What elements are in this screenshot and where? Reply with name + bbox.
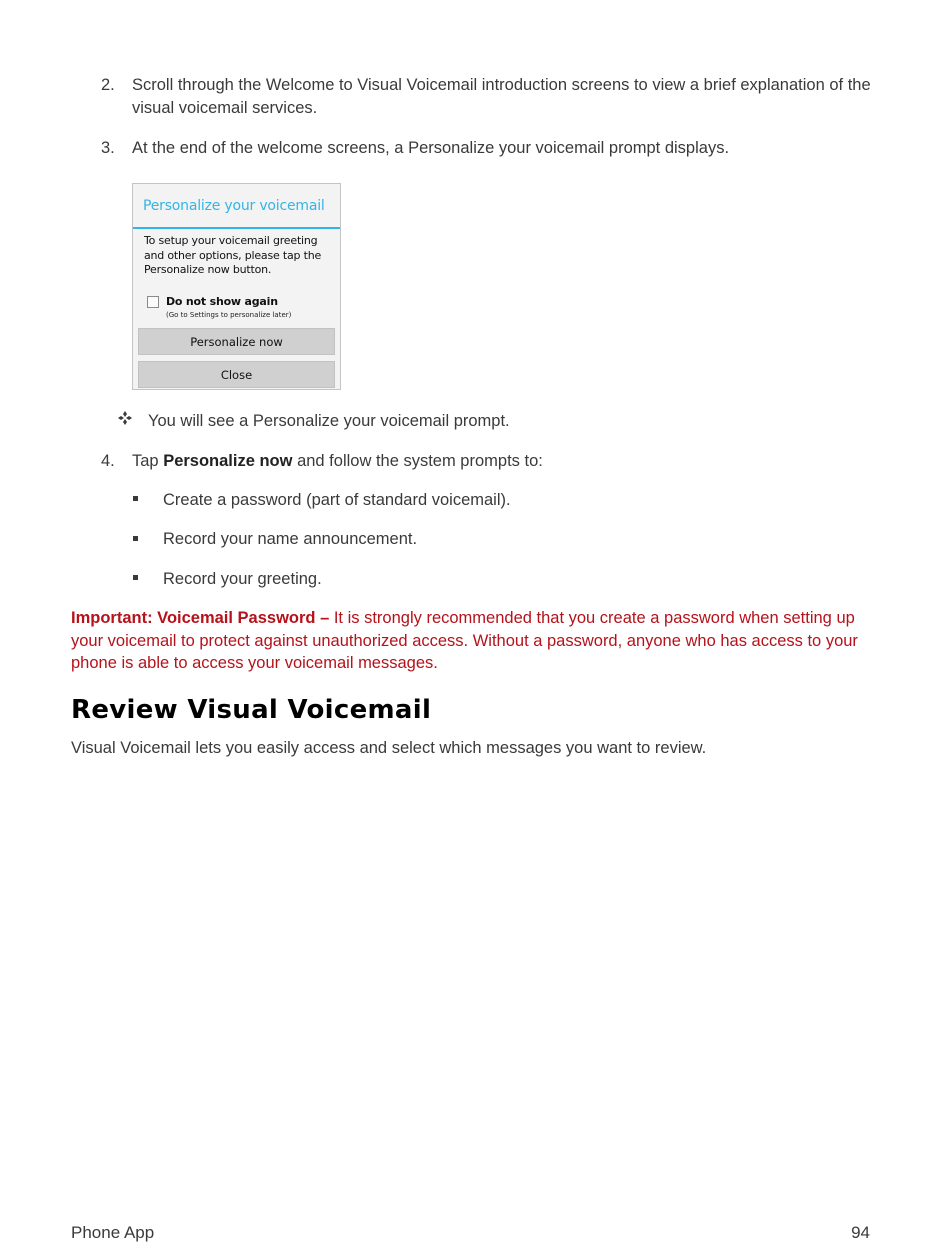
diamond-bullet-icon [117, 410, 133, 426]
page-number: 94 [851, 1223, 870, 1242]
step-number: 2. [101, 76, 115, 94]
close-button[interactable]: Close [138, 361, 335, 388]
footer-chapter: Phone App [71, 1223, 155, 1242]
do-not-show-hint: (Go to Settings to personalize later) [166, 311, 292, 319]
result-note: You will see a Personalize your voicemail prompt. [148, 412, 510, 430]
sub-item: Create a password (part of standard voicemail). [163, 491, 511, 509]
step-number: 4. [101, 452, 115, 470]
step-text [132, 450, 881, 473]
important-label: Important: Voicemail Password – [71, 609, 330, 627]
personalize-voicemail-dialog [132, 183, 341, 390]
step-number: 3. [101, 139, 115, 157]
sub-item: Record your name announcement. [163, 530, 418, 548]
step-3 [101, 137, 881, 160]
do-not-show-checkbox[interactable] [147, 296, 159, 308]
sub-item: Record your greeting. [163, 570, 322, 588]
dialog-title-divider [133, 227, 340, 229]
dialog-message: To setup your voicemail greeting and other options, please tap the Personalize now button. [144, 234, 322, 277]
important-note [71, 607, 871, 675]
section-heading: Review Visual Voicemail [71, 695, 432, 725]
section-body: Visual Voicemail lets you easily access and select which messages you want to review. [71, 739, 707, 757]
dialog-title: Personalize your voicemail [143, 198, 325, 214]
do-not-show-label: Do not show again [166, 295, 278, 308]
step-2 [101, 74, 881, 119]
important-text: It is strongly recommended that you create a password when setting up your voicemail to protect against unauthorized access. Without a password, anyone who has access to your phone is able to access your voicemail messages. [71, 609, 858, 672]
step-4 [101, 450, 881, 473]
step-text-prefix: Tap [132, 452, 164, 470]
personalize-now-button[interactable]: Personalize now [138, 328, 335, 355]
square-bullet-icon [133, 575, 138, 580]
square-bullet-icon [133, 536, 138, 541]
step-text: Scroll through the Welcome to Visual Voicemail introduction screens to view a brief explanation of the visual voicemail services. [132, 76, 871, 117]
step-text-bold: Personalize now [163, 452, 293, 470]
square-bullet-icon [133, 496, 138, 501]
step-text-suffix: and follow the system prompts to: [292, 452, 543, 470]
step-text: At the end of the welcome screens, a Personalize your voicemail prompt displays. [132, 139, 730, 157]
